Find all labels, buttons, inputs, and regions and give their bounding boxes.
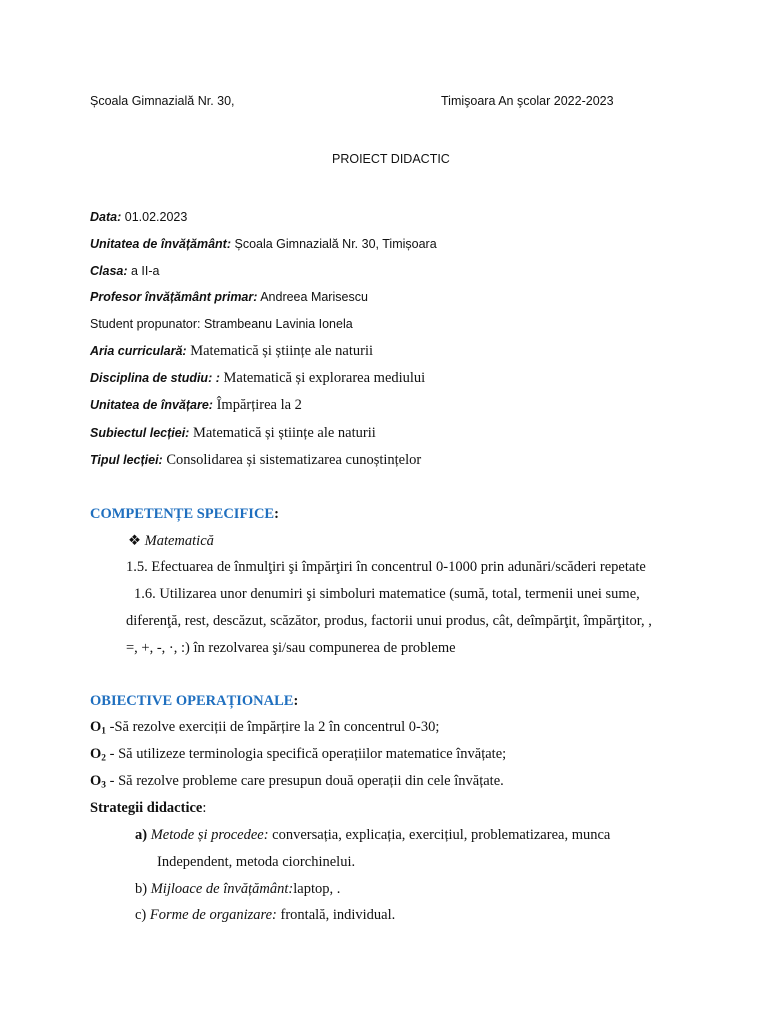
info-tipul xyxy=(90,452,421,469)
tipul-value: Consolidarea și sistematizarea cunoștințelor xyxy=(162,452,422,468)
disciplina-label: Disciplina de studiu: : xyxy=(90,371,220,385)
clasa-label: Clasa: xyxy=(90,264,128,278)
strategie-mijloace: b) Mijloace de învățământ:laptop, . xyxy=(135,881,341,897)
info-disciplina xyxy=(90,370,425,387)
aria-value: Matematică și științe ale naturii xyxy=(186,343,374,359)
document-title: PROIECT DIDACTIC xyxy=(332,152,450,166)
obiective-heading: OBIECTIVE OPERAȚIONALE: xyxy=(90,693,299,709)
data-label: Data: xyxy=(90,210,122,224)
competenta-1-6-line1: 1.6. Utilizarea unor denumiri şi simboluri matematice (sumă, total, termenii unei sume, xyxy=(134,586,640,602)
data-value: 01.02.2023 xyxy=(121,210,188,224)
strategie-metode: a) Metode și procedee: conversația, explicația, exercițiul, problematizarea, munca xyxy=(135,827,611,843)
unitate-value: Școala Gimnazială Nr. 30, Timișoara xyxy=(231,237,437,251)
profesor-label: Profesor învățământ primar: xyxy=(90,290,258,304)
info-subiect xyxy=(90,425,376,442)
subiect-label: Subiectul lecției: xyxy=(90,426,190,440)
school-name: Școala Gimnazială Nr. 30, xyxy=(90,94,235,108)
competenta-1-6-line2: diferenţă, rest, descăzut, scăzător, produs, factorii unui produs, cât, deîmpărţit, împărţitor, , xyxy=(126,613,652,629)
competenta-1-6-line3: =, +, -, ·, :) în rezolvarea şi/sau compunerea de probleme xyxy=(126,640,456,656)
tipul-label: Tipul lecției: xyxy=(90,453,163,467)
info-unitate xyxy=(90,237,437,251)
info-aria xyxy=(90,343,373,360)
unitate-invatare-value: Împărțirea la 2 xyxy=(212,397,302,413)
subiect-value: Matematică și științe ale naturii xyxy=(189,425,376,441)
diamond-bullet-icon: ❖ xyxy=(128,533,141,549)
info-student: Student propunator: Strambeanu Lavinia Ionela xyxy=(90,317,353,331)
info-profesor xyxy=(90,290,368,304)
profesor-value: Andreea Marisescu xyxy=(257,290,368,304)
competente-subject: ❖ Matematică xyxy=(128,533,214,549)
obiectiv-o2: $O_2$ - Să utilizeze terminologia specifică operațiilor matematice învățate; xyxy=(90,746,507,764)
strategie-forme: c) Forme de organizare: frontală, individual. xyxy=(135,907,396,923)
info-clasa xyxy=(90,264,160,278)
unitate-invatare-label: Unitatea de învățare: xyxy=(90,398,213,412)
obiectiv-o1: $O_1$ -Să rezolve exerciții de împărțire la 2 în concentrul 0-30; xyxy=(90,719,440,737)
info-data xyxy=(90,210,187,224)
competenta-1-5: 1.5. Efectuarea de înmulţiri şi împărţiri în concentrul 0-1000 prin adunări/scăderi repetate xyxy=(126,559,646,575)
clasa-value: a II-a xyxy=(127,264,160,278)
info-unitate-invatare xyxy=(90,397,302,414)
disciplina-value: Matematică și explorarea mediului xyxy=(219,370,426,386)
obiectiv-o3: $O_3$ - Să rezolve probleme care presupun două operații din cele învățate. xyxy=(90,773,504,791)
strategii-heading: Strategii didactice: xyxy=(90,800,207,816)
strategie-metode-cont: Independent, metoda ciorchinelui. xyxy=(157,854,356,870)
aria-label: Aria curriculară: xyxy=(90,344,187,358)
location-year: Timişoara An şcolar 2022-2023 xyxy=(441,94,614,108)
competente-heading: COMPETENȚE SPECIFICE: xyxy=(90,506,279,522)
unitate-label: Unitatea de învățământ: xyxy=(90,237,232,251)
